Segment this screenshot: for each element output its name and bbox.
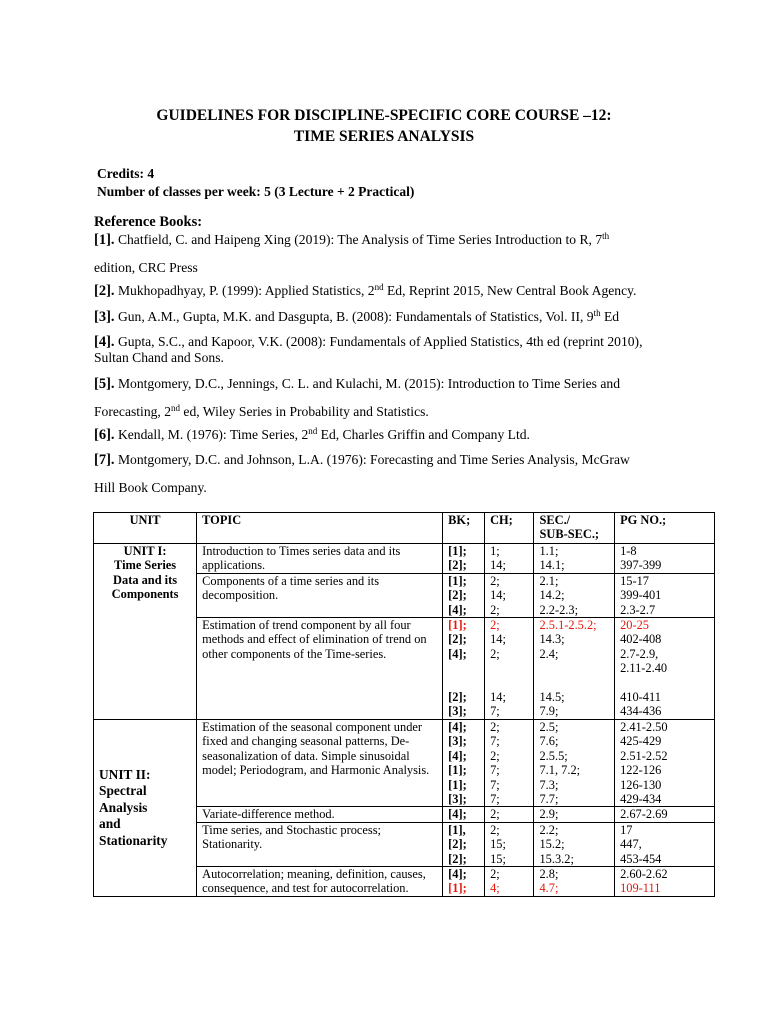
topic-cell: Estimation of the seasonal component under fixed and changing seasonal patterns, De-seasonalization of data. Simple sinusoidal model; Periodogram, and Harmonic Analysis. (197, 719, 443, 806)
reference-books-heading: Reference Books: (94, 214, 203, 230)
page-title-line2: TIME SERIES ANALYSIS (293, 128, 475, 145)
header-bk: BK; (443, 513, 485, 544)
header-pg: PG NO.; (615, 513, 715, 544)
reference-item: [3]. Gun, A.M., Gupta, M.K. and Dasgupta, B. (2008): Fundamentals of Statistics, Vol. II, 9th Ed (94, 308, 620, 325)
topic-cell: Estimation of trend component by all four methods and effect of elimination of trend on other components of the Time-series. (197, 618, 443, 720)
section-cell: 2.8; 4.7; (534, 866, 615, 896)
page-cell: 2.41-2.50 425-429 2.51-2.52 122-126 126-130 429-434 (615, 719, 715, 806)
chapter-cell: 2; (485, 807, 534, 822)
reference-item: [6]. Kendall, M. (1976): Time Series, 2nd Ed, Charles Griffin and Company Ltd. (94, 426, 530, 443)
unit-2-label: UNIT II: Spectral Analysis and Stationarity (94, 719, 197, 896)
reference-number: [5]. (94, 376, 115, 392)
header-sec: SEC./ SUB-SEC.; (534, 513, 615, 544)
chapter-cell: 2; 14; 2; 14; 7; (485, 618, 534, 720)
section-cell: 2.9; (534, 807, 615, 822)
book-cell: [4]; (443, 807, 485, 822)
reference-item: [2]. Mukhopadhyay, P. (1999): Applied Statistics, 2nd Ed, Reprint 2015, New Central Book Agency. (94, 282, 637, 299)
section-cell: 2.2; 15.2; 15.3.2; (534, 822, 615, 866)
header-ch: CH; (485, 513, 534, 544)
credits: Credits: 4 (97, 166, 155, 181)
book-cell: [1]; [2]; [4]; [2]; [3]; (443, 618, 485, 720)
page-cell: 2.67-2.69 (615, 807, 715, 822)
page-cell: 1-8 397-399 (615, 544, 715, 574)
reference-number: [3]. (94, 309, 115, 325)
page-cell: 15-17 399-401 2.3-2.7 (615, 573, 715, 617)
book-cell: [1]; [2]; (443, 544, 485, 574)
reference-number: [1]. (94, 232, 115, 248)
reference-item: [5]. Montgomery, D.C., Jennings, C. L. and Kulachi, M. (2015): Introduction to Time Series and Forecasting, 2nd ed, Wiley Series in Probability and Statistics. (94, 376, 620, 419)
chapter-cell: 2; 14; 2; (485, 573, 534, 617)
topic-cell: Time series, and Stochastic process; Stationarity. (197, 822, 443, 866)
section-cell: 1.1; 14.1; (534, 544, 615, 574)
page-cell: 20-25 402-408 2.7-2.9, 2.11-2.40 410-411 434-436 (615, 618, 715, 720)
reference-item: [4]. Gupta, S.C., and Kapoor, V.K. (2008): Fundamentals of Applied Statistics, 4th ed (reprint 2010), Sultan Chand and Sons. (94, 334, 643, 365)
page-title-line1: GUIDELINES FOR DISCIPLINE-SPECIFIC CORE COURSE –12: (156, 107, 612, 124)
table-header-row (94, 513, 715, 544)
book-cell: [1]; [2]; [4]; (443, 573, 485, 617)
reference-number: [7]. (94, 452, 115, 468)
topic-cell: Components of a time series and its decomposition. (197, 573, 443, 617)
reference-number: [2]. (94, 283, 115, 299)
classes-per-week: Number of classes per week: 5 (3 Lecture + 2 Practical) (97, 184, 415, 199)
chapter-cell: 2; 4; (485, 866, 534, 896)
topic-cell: Introduction to Times series data and its applications. (197, 544, 443, 574)
reference-number: [6]. (94, 427, 115, 443)
chapter-cell: 2; 7; 2; 7; 7; 7; (485, 719, 534, 806)
table-row (94, 544, 715, 574)
topic-cell: Variate-difference method. (197, 807, 443, 822)
book-cell: [1], [2]; [2]; (443, 822, 485, 866)
section-cell: 2.5; 7.6; 2.5.5; 7.1, 7.2; 7.3; 7.7; (534, 719, 615, 806)
section-cell: 2.1; 14.2; 2.2-2.3; (534, 573, 615, 617)
section-cell: 2.5.1-2.5.2; 14.3; 2.4; 14.5; 7.9; (534, 618, 615, 720)
unit-1-label: UNIT I: Time Series Data and its Components (94, 544, 197, 720)
reference-item: [7]. Montgomery, D.C. and Johnson, L.A. (1976): Forecasting and Time Series Analysis, McGraw Hill Book Company. (94, 452, 630, 495)
chapter-cell: 1; 14; (485, 544, 534, 574)
syllabus-table (93, 512, 715, 897)
page-cell: 17 447, 453-454 (615, 822, 715, 866)
chapter-cell: 2; 15; 15; (485, 822, 534, 866)
book-cell: [4]; [1]; (443, 866, 485, 896)
page-cell: 2.60-2.62 109-111 (615, 866, 715, 896)
book-cell: [4]; [3]; [4]; [1]; [1]; [3]; (443, 719, 485, 806)
table-row (94, 719, 715, 806)
reference-number: [4]. (94, 334, 115, 350)
header-topic: TOPIC (197, 513, 443, 544)
header-unit: UNIT (94, 513, 197, 544)
topic-cell: Autocorrelation; meaning, definition, causes, consequence, and test for autocorrelation. (197, 866, 443, 896)
reference-item: [1]. Chatfield, C. and Haipeng Xing (2019): The Analysis of Time Series Introduction to R, 7th edition, CRC Press (94, 231, 610, 275)
